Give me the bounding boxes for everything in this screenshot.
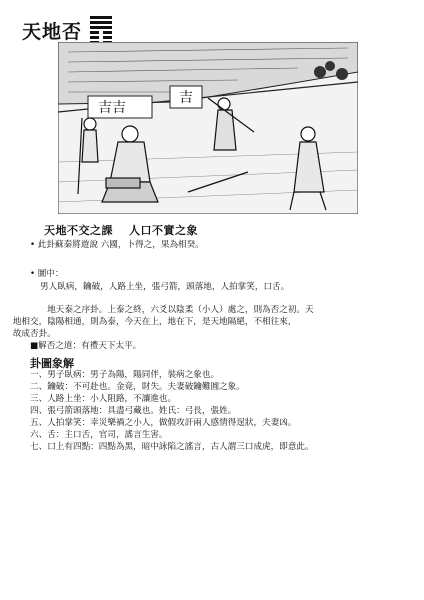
hexagram-symbol <box>90 16 112 44</box>
resolution-line: ■解否之道：有禮天下太平。 <box>30 341 142 351</box>
sign-text: 吉 <box>179 90 193 106</box>
topic-part-1: 天地不交之課 <box>44 224 113 237</box>
sign-text: 吉吉 <box>98 100 126 116</box>
hexagram-title: 天地否 <box>22 20 83 43</box>
section-heading: 卦圖象解 <box>30 357 74 370</box>
hexagram-line <box>90 21 112 24</box>
detail-item: 一、男子臥病：男子為陽，陽同伴，裝病之象也。 <box>30 370 220 380</box>
woodblock-illustration <box>58 42 358 214</box>
detail-item: 七、口上有四點：四點為黑，暗中詠陷之謠言，古人謂三口成虎，即意此。 <box>30 442 314 452</box>
intro-text: • 此卦蘇秦將遊說 六國，卜得之，果為相癸。 <box>30 240 204 250</box>
paragraph-line: 地相交，陰陽相通，則為泰，今天在上，地在下，是天地隔絕，不相往來， <box>12 317 297 327</box>
hexagram-line <box>90 31 112 34</box>
explanation-paragraph <box>12 304 400 340</box>
hexagram-line <box>90 26 112 29</box>
topic-heading <box>44 222 198 238</box>
topic-part-2: 人口不實之象 <box>129 224 198 237</box>
hexagram-line <box>90 16 112 19</box>
detail-item: 六、舌：主口舌，官司，謠言生害。 <box>30 430 168 440</box>
detail-item: 二、鑰破：不可赴也。金竟，財失。夫妻破鑰難圓之象。 <box>30 382 245 392</box>
paragraph-line: 故成否卦。 <box>12 329 56 339</box>
detail-item: 三、人路上坐：小人阻路，不讓進也。 <box>30 394 177 404</box>
details-list <box>30 369 400 453</box>
paragraph-line: 地天泰之序卦。上泰之終，六爻以陰柔（小人）處之，則為否之初。天 <box>47 305 314 315</box>
hexagram-line <box>90 36 112 39</box>
detail-item: 四、張弓箭頭落地：具盡弓藏也。姓氏：弓長，張姓。 <box>30 406 237 416</box>
figure-heading: • 圖中： <box>30 269 64 279</box>
header <box>22 16 112 44</box>
figure-description: 男人臥病，鑰破，人路上坐，張弓箭，頭落地，人拍掌笑，口舌。 <box>40 282 290 292</box>
detail-item: 五、人拍掌笑：幸災樂禍之小人，做假攻訐兩人感情得逞狀，夫妻凶。 <box>30 418 297 428</box>
